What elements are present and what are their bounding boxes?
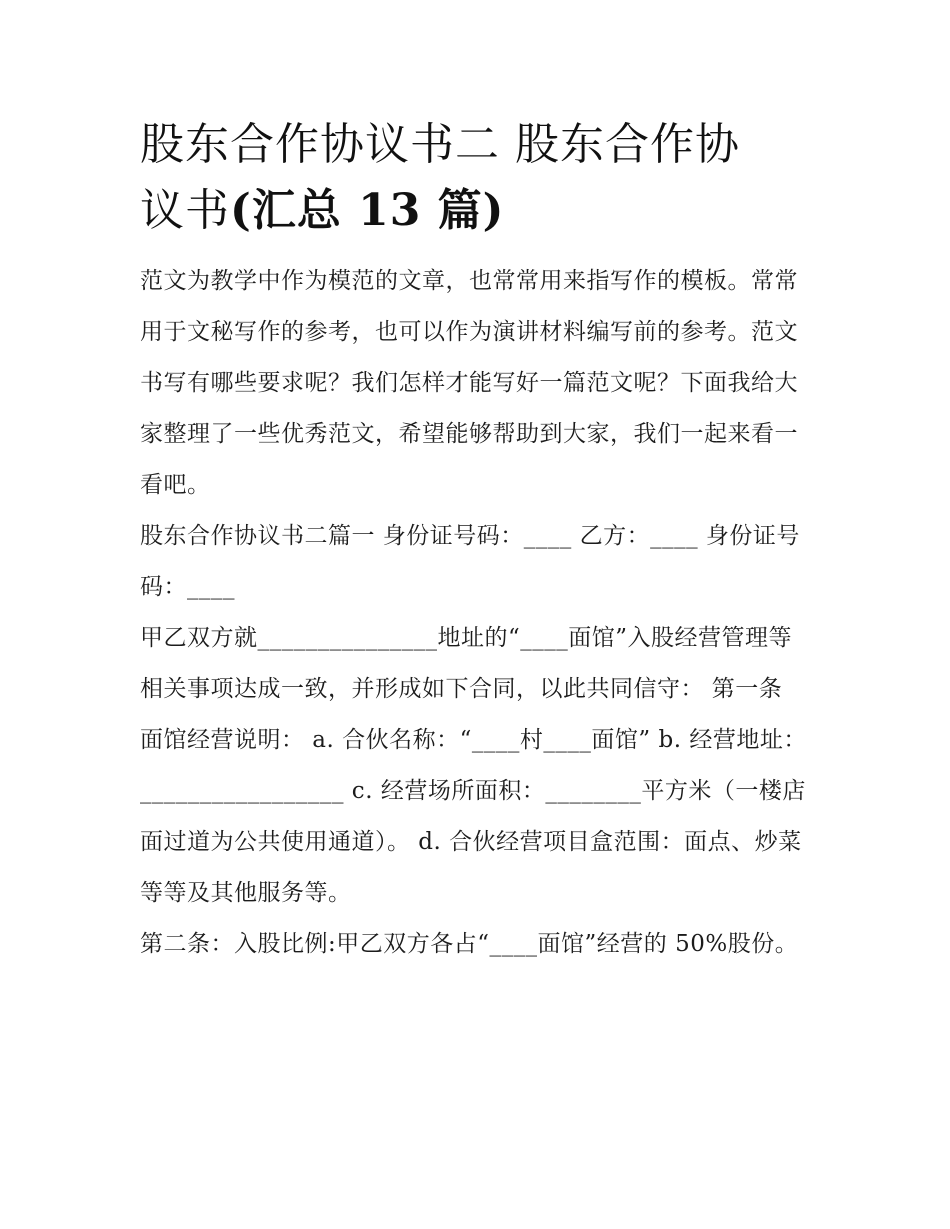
title-line-2-bold: (汇总 13 篇) <box>230 185 505 236</box>
paragraph-id-info: 股东合作协议书二篇一 身份证号码：____ 乙方：____ 身份证号码：____ <box>140 523 800 600</box>
title-line-1: 股东合作协议书二 股东合作协 <box>140 119 740 170</box>
paragraph-intro: 范文为教学中作为模范的文章，也常常用来指写作的模板。常常用于文秘写作的参考，也可以作为演讲材料编写前的参考。范文书写有哪些要求呢？我们怎样才能写好一篇范文呢？下面我给大家整理了一些优秀范文，希望能够帮助到大家，我们一起来看一看吧。 <box>140 268 798 498</box>
document-content <box>140 112 815 970</box>
document-title <box>140 112 815 244</box>
paragraph-article-1: 面馆经营说明： a. 合伙名称：“____村____面馆” b. 经营地址：_________________ c. 经营场所面积：________平方米（一楼店面过道为公共使用通道）。 d. 合伙经营项目盒范围：面点、炒菜等等及其他服务等。 <box>140 727 807 906</box>
paragraph-agreement: 甲乙双方就_______________地址的“____面馆”入股经营管理等相关事项达成一致，并形成如下合同，以此共同信守： 第一条 <box>140 625 793 702</box>
paragraph-article-2: 第二条：入股比例:甲乙双方各占“____面馆”经营的 50%股份。 <box>140 931 799 957</box>
title-line-2-prefix: 议书 <box>140 185 230 236</box>
